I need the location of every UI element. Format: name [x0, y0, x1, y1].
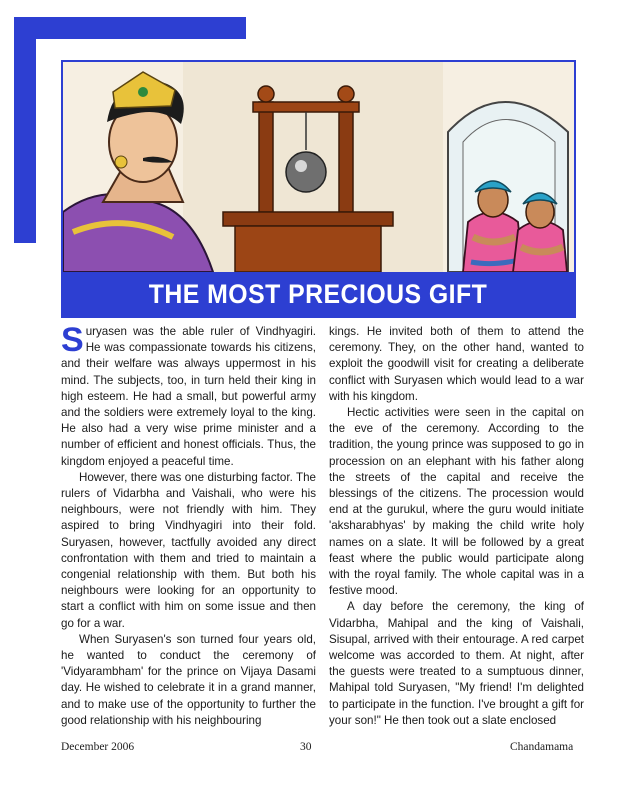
story-illustration: [63, 62, 574, 272]
footer-magazine-name: Chandamama: [510, 741, 574, 753]
paragraph: kings. He invited both of them to attend the ceremony. They, on the other hand, wanted to exploit the goodwill visit for creating a deliberate conflict with Suryasen which would lead to a war with his kingdom.: [329, 325, 584, 403]
decorative-corner-bar-horizontal: [14, 17, 246, 39]
paragraph: However, there was one disturbing factor. The rulers of Vidarbha and Vaishali, who were his neighbours, were not friendly with him. They aspired to bring Vindhyagiri into their fold. Suryasen, however, tactfully avoided any direct confrontation with them and tried to maintain a congenial relationship with them. But both his neighbours were looking for an opportunity to start a conflict with him on some issue and then go for a war.: [61, 470, 316, 630]
footer-page-number: 30: [300, 741, 312, 753]
paragraph: A day before the ceremony, the king of Vidarbha, Mahipal and the king of Vaishali, Sisupal, arrived with their entourage. A red carpet welcome was accorded to them. At night, after the guests were treated to a sumptuous dinner, Mahipal told Suryasen, "My friend! I'm delighted to participate in the function. I've brought a gift for your son!" He then took out a slate enclosed: [329, 600, 584, 727]
decorative-corner-bar-vertical: [14, 17, 36, 243]
illustration-frame: [61, 60, 576, 318]
story-title: THE MOST PRECIOUS GIFT: [149, 278, 488, 309]
paragraph: Hectic activities were seen in the capital on the eve of the ceremony. According to the tradition, the young prince was supposed to go in procession on an elephant with his father along the streets of the capital and receive the blessings of the citizens. The procession would end at the gurukul, where the guru would initiate 'aksharabhyas' by making the child write holy names on a slate. It will be followed by a great feast where the public would participate along with the royal family. The whole capital was in a festive mood.: [329, 406, 584, 598]
title-band: [63, 272, 574, 316]
footer-date: December 2006: [61, 741, 135, 753]
paragraph: Suryasen was the able ruler of Vindhyagiri. He was compassionate towards his citizens, and their welfare was always uppermost in his mind. The subjects, too, in turn held their king in high esteem. He had a small, but powerful army and the soldiers were extremely loyal to the king. He also had a very wise prime minister and a number of efficient and honest officials. Thus, the kingdom enjoyed a peaceful time.: [61, 321, 316, 468]
drop-cap: S: [61, 321, 84, 359]
body-column-right: [329, 324, 584, 729]
body-column-left: [61, 321, 316, 729]
paragraph: When Suryasen's son turned four years old, he wanted to conduct the ceremony of 'Vidyarambham' for the prince on Vijaya Dasami day. He wished to celebrate it in a grand manner, and to make use of the opportunity to further the good relationship with his neighbouring: [61, 632, 316, 727]
